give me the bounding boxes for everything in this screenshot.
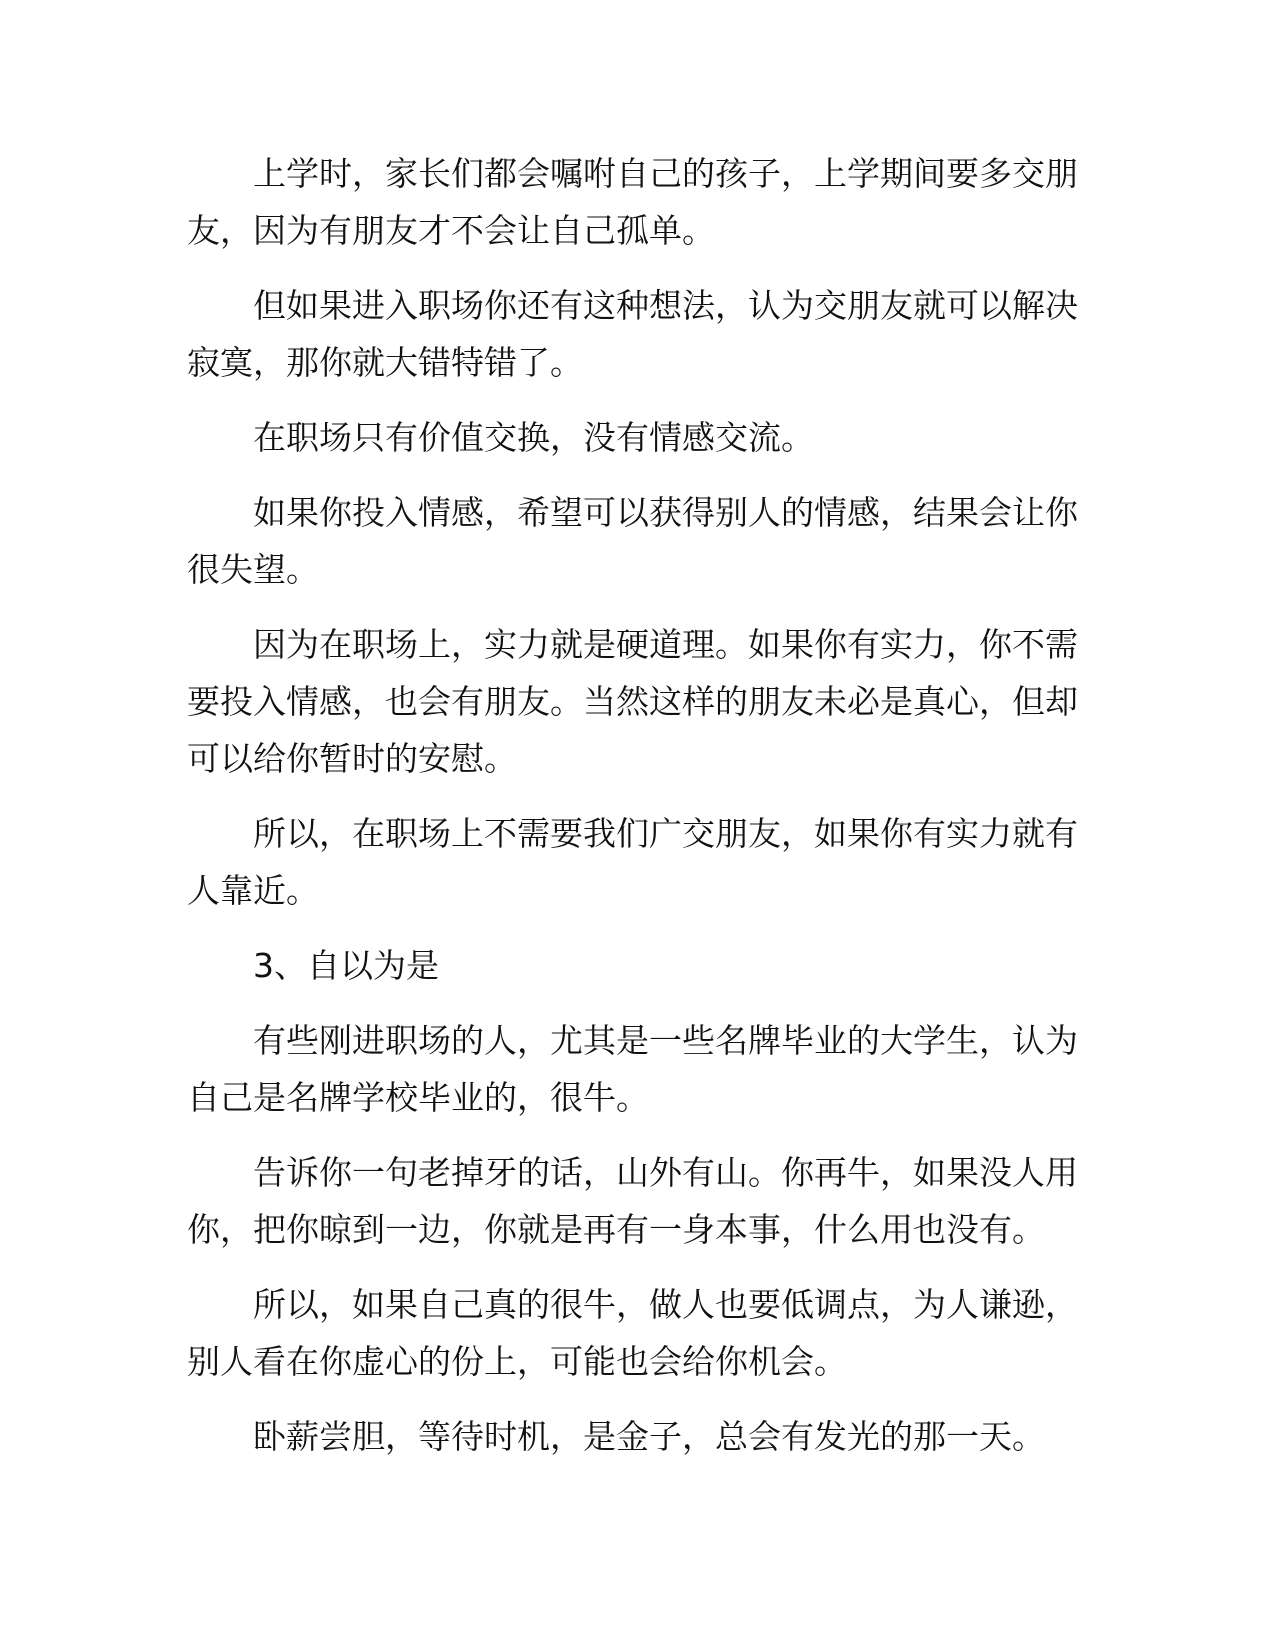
- paragraph: 有些刚进职场的人，尤其是一些名牌毕业的大学生，认为自己是名牌学校毕业的，很牛。: [187, 1021, 1078, 1117]
- paragraph: 告诉你一句老掉牙的话，山外有山。你再牛，如果没人用你，把你晾到一边，你就是再有一身本事，什么用也没有。: [187, 1153, 1078, 1249]
- paragraph: 在职场只有价值交换，没有情感交流。: [253, 418, 814, 457]
- paragraph: 上学时，家长们都会嘱咐自己的孩子，上学期间要多交朋友，因为有朋友才不会让自己孤单。: [187, 154, 1078, 250]
- paragraph: 如果你投入情感，希望可以获得别人的情感，结果会让你很失望。: [187, 493, 1078, 589]
- paragraph: 卧薪尝胆，等待时机，是金子，总会有发光的那一天。: [253, 1417, 1045, 1456]
- paragraph: 因为在职场上，实力就是硬道理。如果你有实力，你不需要投入情感，也会有朋友。当然这样的朋友未必是真心，但却可以给你暂时的安慰。: [187, 625, 1078, 778]
- section-heading: 3、自以为是: [253, 946, 439, 985]
- paragraph: 所以，如果自己真的很牛，做人也要低调点，为人谦逊，别人看在你虚心的份上，可能也会给你机会。: [187, 1285, 1078, 1381]
- paragraph: 但如果进入职场你还有这种想法，认为交朋友就可以解决寂寞，那你就大错特错了。: [187, 286, 1078, 382]
- paragraph: 所以，在职场上不需要我们广交朋友，如果你有实力就有人靠近。: [187, 814, 1078, 910]
- document-body: [187, 145, 1087, 1483]
